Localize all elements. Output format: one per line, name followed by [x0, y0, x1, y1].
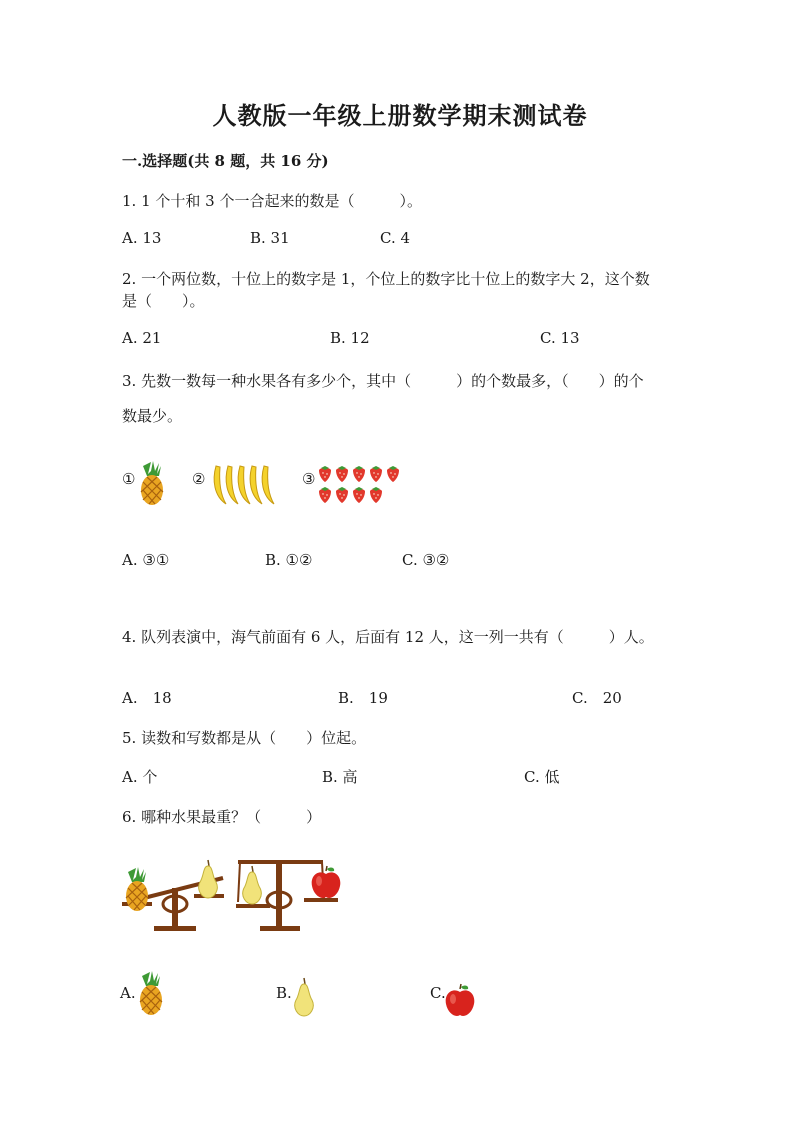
question-1: 1. 1 个十和 3 个一合起来的数是（ ）。 [122, 192, 422, 210]
q6-option-b: B. [276, 984, 292, 1002]
q3-option-c: C. ③② [402, 551, 450, 569]
question-2-line-1: 2. 一个两位数，十位上的数字是 1，个位上的数字比十位上的数字大 2，这个数 [122, 270, 650, 288]
q1-option-a: A. 13 [122, 229, 162, 247]
q4-option-a: A. 18 [122, 689, 172, 707]
q4-option-c: C. 20 [572, 689, 622, 707]
balance-scales-illustration [118, 852, 358, 934]
pear-icon [290, 976, 320, 1020]
apple-icon [444, 984, 478, 1020]
question-3-line-2: 数最少。 [122, 407, 183, 425]
q2-option-a: A. 21 [122, 329, 162, 347]
question-2-line-2: 是（ ）。 [122, 292, 205, 310]
q3-option-a: A. ③① [122, 551, 170, 569]
q6-option-a: A. [120, 984, 136, 1002]
q4-option-b: B. 19 [338, 689, 388, 707]
q5-option-a: A. 个 [122, 768, 158, 786]
q1-option-b: B. 31 [250, 229, 290, 247]
pineapple-icon [136, 970, 166, 1018]
fruit-group-1-marker: ① [122, 470, 136, 488]
q2-option-c: C. 13 [540, 329, 580, 347]
question-3-line-1: 3. 先数一数每一种水果各有多少个，其中（ ）的个数最多，（ ）的个 [122, 372, 644, 390]
balance-scale-1 [122, 860, 224, 931]
balance-scale-2 [236, 862, 340, 931]
q6-option-c: C. [430, 984, 446, 1002]
bananas-icon [208, 466, 278, 508]
fruit-group-3-marker: ③ [302, 470, 316, 488]
q2-option-b: B. 12 [330, 329, 370, 347]
question-6: 6. 哪种水果最重？（ ） [122, 808, 322, 826]
q3-option-b: B. ①② [265, 551, 313, 569]
question-5: 5. 读数和写数都是从（ ）位起。 [122, 729, 367, 747]
section-heading: 一.选择题(共 8 题，共 16 分) [122, 152, 329, 170]
question-4: 4. 队列表演中，海气前面有 6 人，后面有 12 人，这一列一共有（ ）人。 [122, 628, 654, 646]
page-title: 人教版一年级上册数学期末测试卷 [212, 101, 588, 130]
pineapple-icon [137, 460, 167, 506]
q5-option-c: C. 低 [524, 768, 560, 786]
strawberries-icon [317, 466, 407, 508]
fruit-group-2-marker: ② [192, 470, 206, 488]
q1-option-c: C. 4 [380, 229, 411, 247]
q5-option-b: B. 高 [322, 768, 358, 786]
